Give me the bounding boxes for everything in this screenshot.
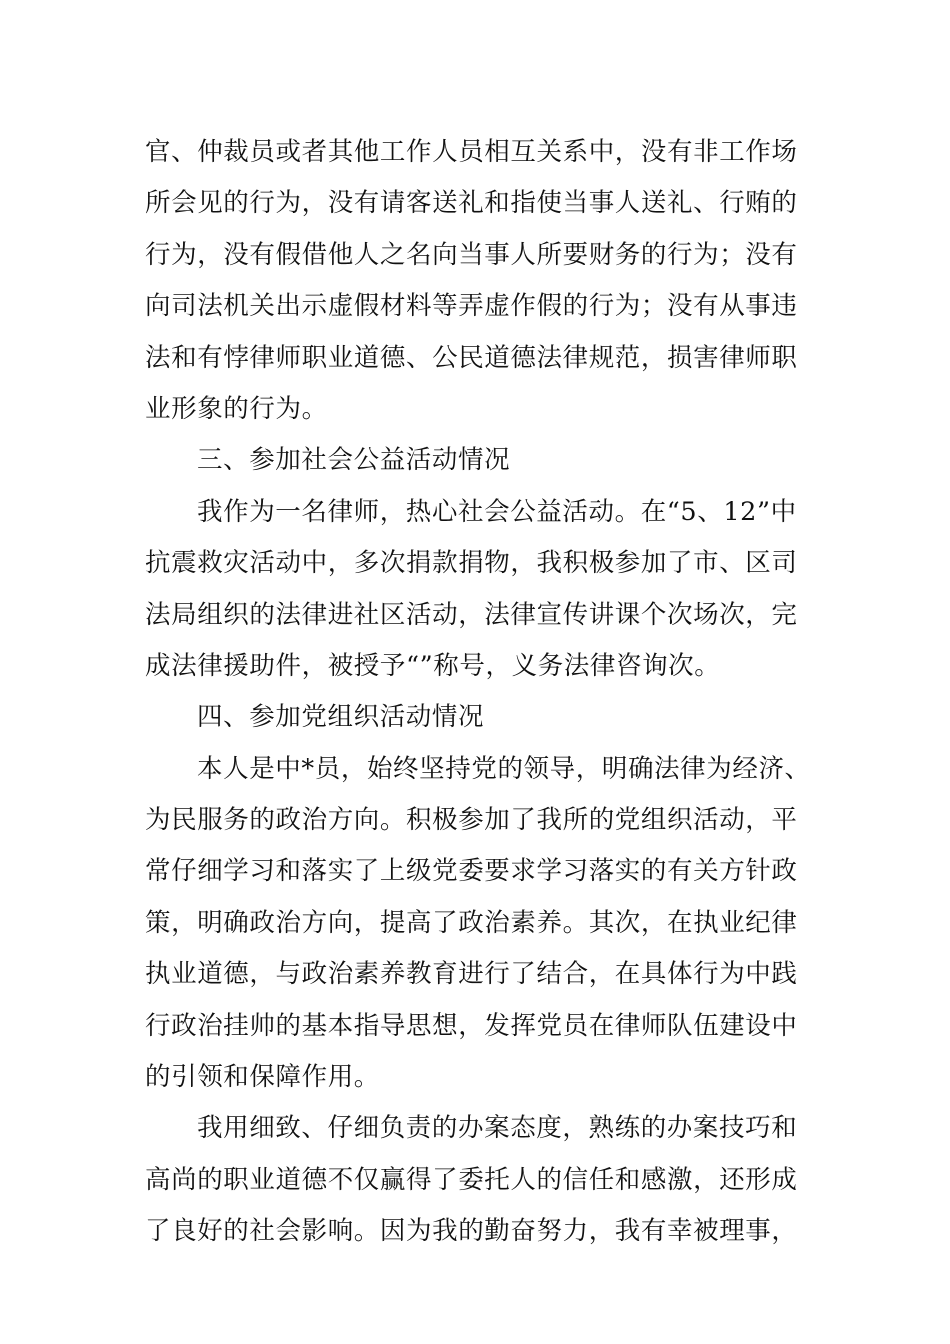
section-heading: 三、参加社会公益活动情况 bbox=[197, 445, 511, 476]
text-line: 法和有悖律师职业道德、公民道德法律规范，损害律师职 bbox=[145, 342, 798, 373]
text-line: 官、仲裁员或者其他工作人员相互关系中，没有非工作场 bbox=[145, 137, 798, 167]
text-line: 法局组织的法律进社区活动，法律宣传讲课个次场次，完 bbox=[145, 599, 798, 630]
text-line: 了良好的社会影响。因为我的勤奋努力，我有幸被理事， bbox=[145, 1216, 798, 1247]
text-line: 所会见的行为，没有请客送礼和指使当事人送礼、行贿的 bbox=[145, 188, 798, 219]
document-body bbox=[145, 127, 815, 1258]
text-line: 我作为一名律师，热心社会公益活动。在“5、12”中 bbox=[197, 496, 797, 527]
text-line: 本人是中*员，始终坚持党的领导，明确法律为经济、 bbox=[197, 753, 811, 784]
text-line: 行政治挂帅的基本指导思想，发挥党员在律师队伍建设中 bbox=[145, 1010, 798, 1041]
text-line: 我用细致、仔细负责的办案态度，熟练的办案技巧和 bbox=[197, 1113, 798, 1144]
text-line: 向司法机关出示虚假材料等弄虚作假的行为；没有从事违 bbox=[145, 291, 798, 322]
section-heading: 四、参加党组织活动情况 bbox=[197, 702, 485, 733]
text-line: 的引领和保障作用。 bbox=[145, 1062, 380, 1093]
text-line: 高尚的职业道德不仅赢得了委托人的信任和感激，还形成 bbox=[145, 1164, 798, 1195]
text-line: 抗震救灾活动中，多次捐款捐物，我积极参加了市、区司 bbox=[145, 548, 798, 579]
text-line: 成法律援助件，被授予“”称号，义务法律咨询次。 bbox=[145, 650, 721, 681]
text-line: 策，明确政治方向，提高了政治素养。其次，在执业纪律 bbox=[145, 907, 798, 938]
text-line: 为民服务的政治方向。积极参加了我所的党组织活动，平 bbox=[145, 805, 798, 836]
text-line: 执业道德，与政治素养教育进行了结合，在具体行为中践 bbox=[145, 959, 798, 990]
text-line: 常仔细学习和落实了上级党委要求学习落实的有关方针政 bbox=[145, 856, 798, 887]
text-line: 业形象的行为。 bbox=[145, 393, 328, 424]
text-line: 行为，没有假借他人之名向当事人所要财务的行为；没有 bbox=[145, 239, 798, 270]
